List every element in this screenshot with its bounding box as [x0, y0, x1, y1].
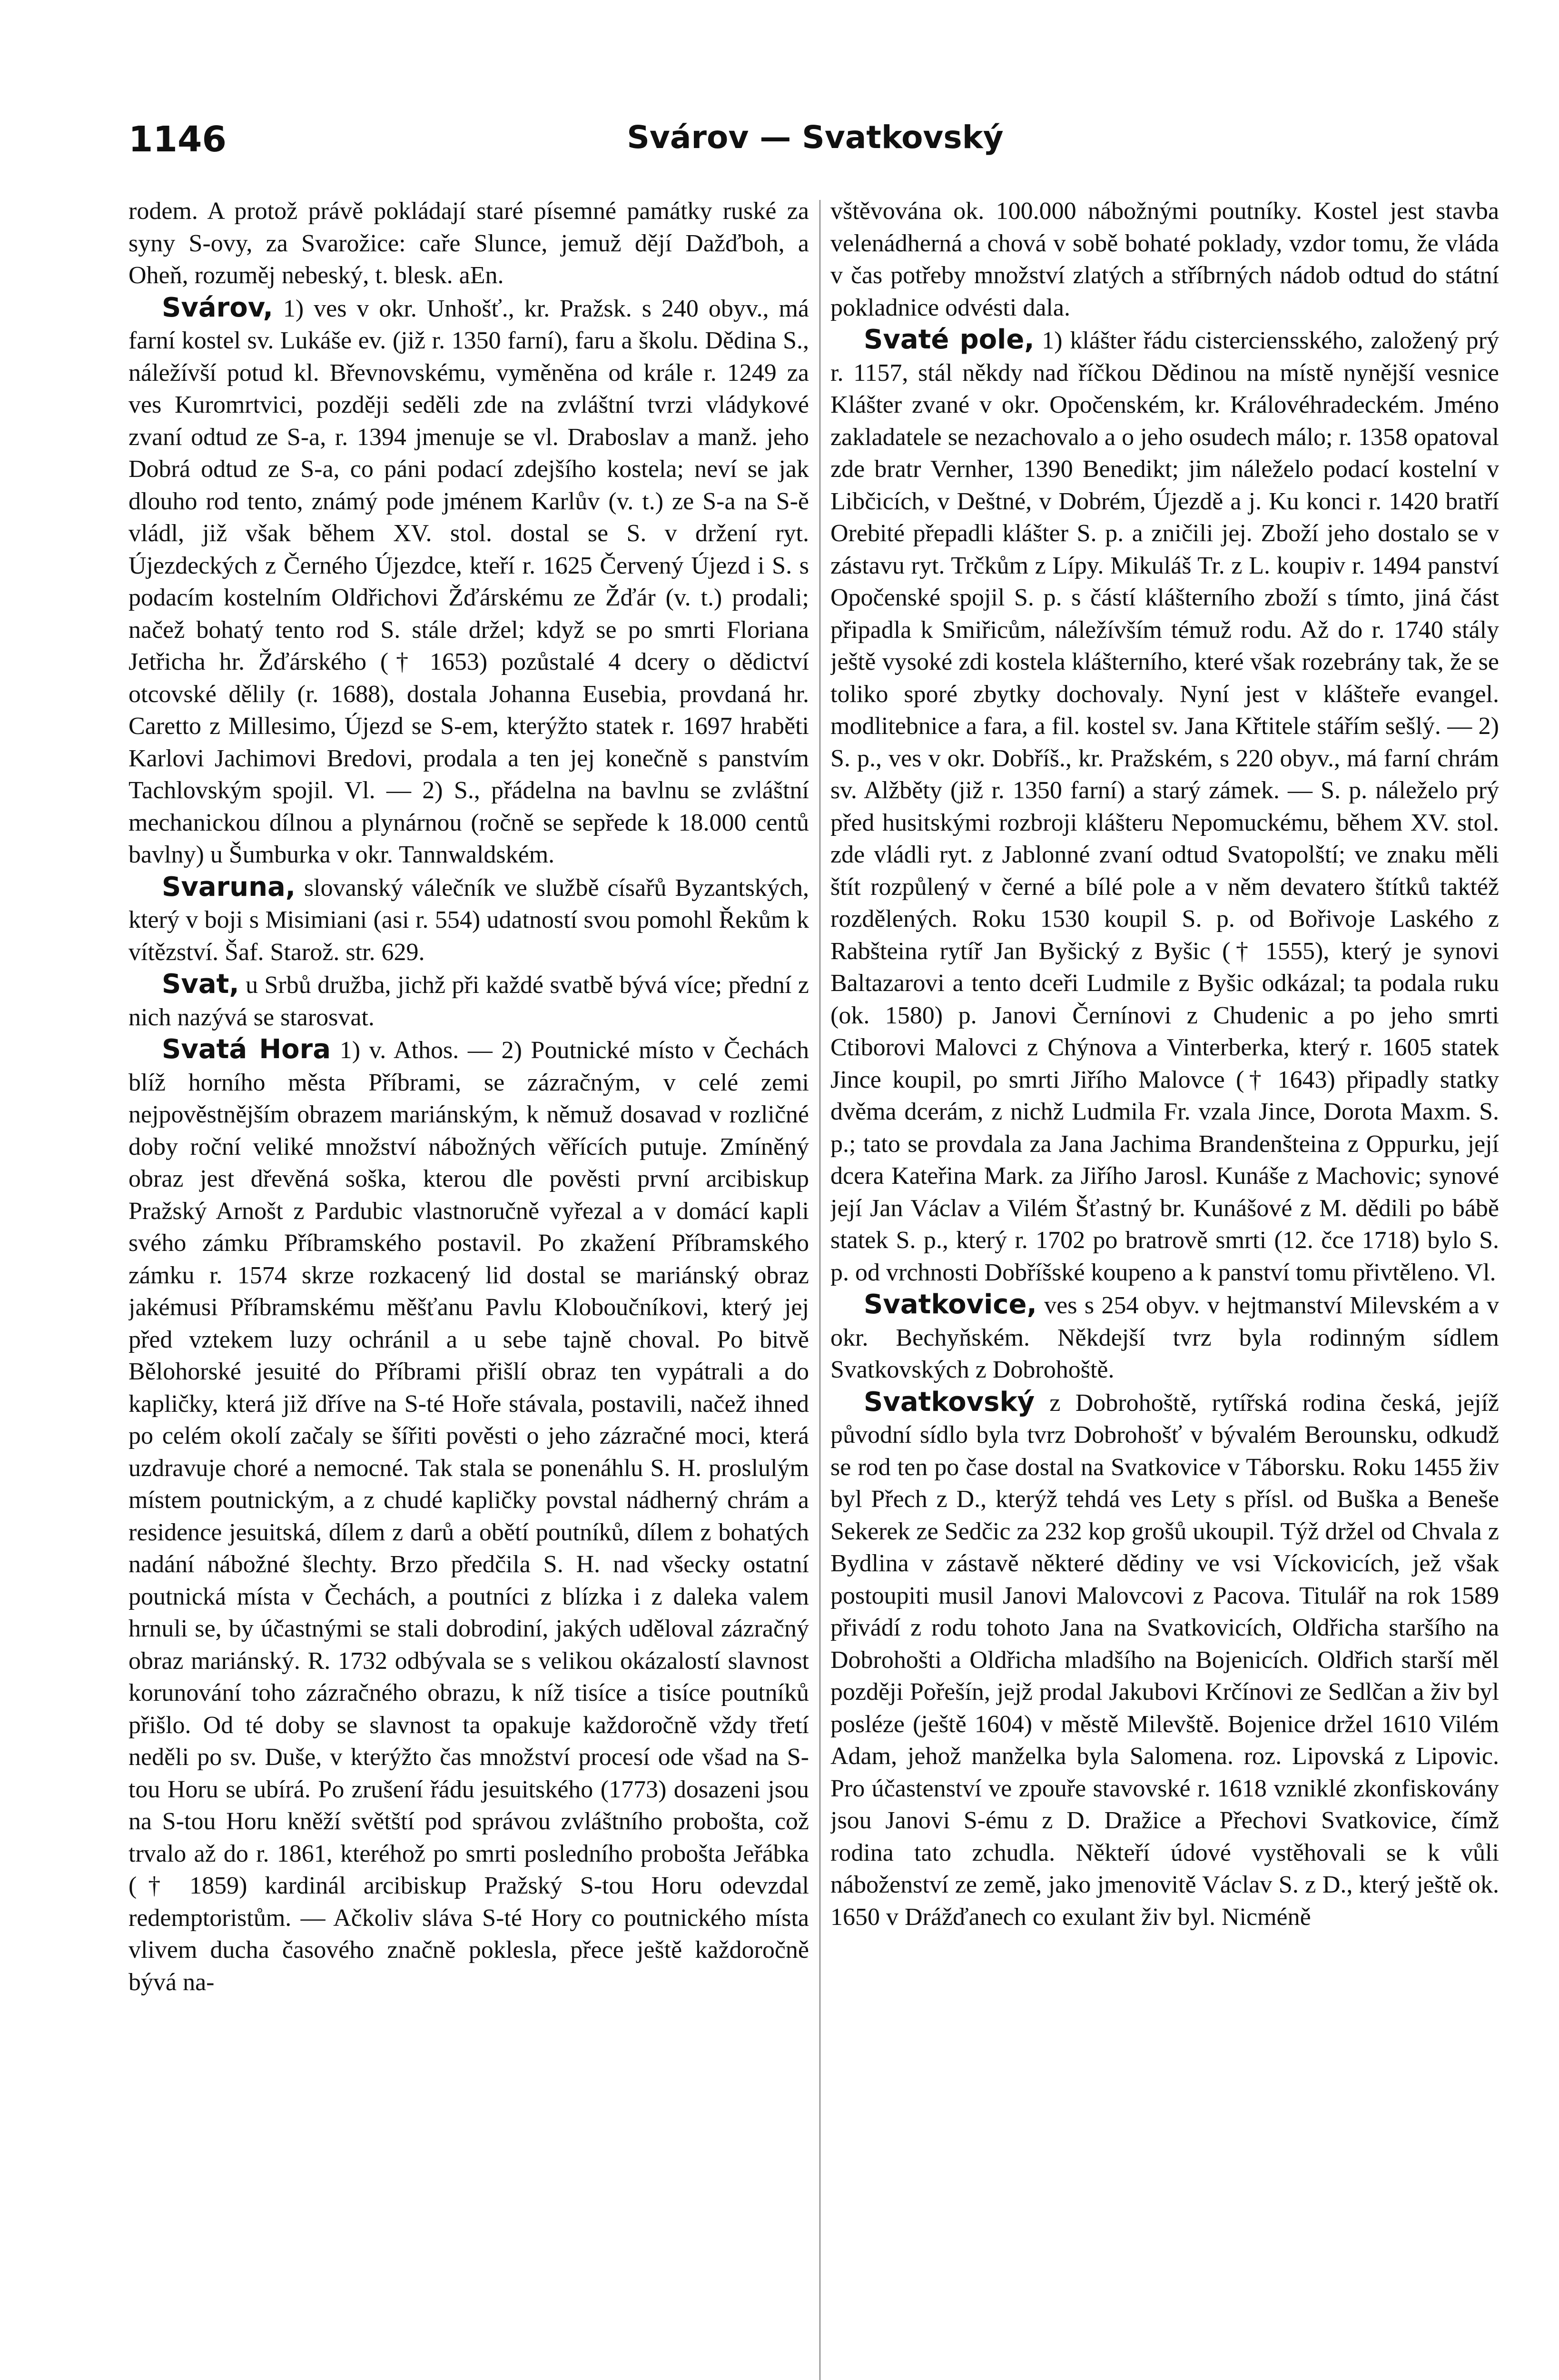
continued-text	[128, 195, 809, 292]
dictionary-entry	[128, 871, 809, 969]
dictionary-entry	[128, 1033, 809, 1998]
dictionary-entry	[830, 324, 1499, 1289]
entry-text: 1) klášter řádu cisterciensského, založený prý r. 1157, stál někdy nad říčkou Dědinou na místě nynější vesnice Klášter zvané v okr. Opočenském, kr. Královéhradeckém. Jméno zakladatele se nezachovalo a o jeho osudech málo; r. 1358 opatoval zde bratr Vernher, 1390 Benedikt; jim náleželo podací kostelní v Libčicích, v Deštné, v Dobrém, Újezdě a j. Ku konci r. 1420 bratří Orebité přepadli klášter S. p. a zničili jej. Zboží jeho dostalo se v zástavu ryt. Trčkům z Lípy. Mikuláš Tr. z L. koupiv r. 1494 panství Opočenské spojil S. p. s částí klášterního zboží s tímto, jiná část připadla k Smiřicům, náležívším témuž rodu. Až do r. 1740 stály ještě vysoké zdi kostela klášterního, které však rozebrány tak, že se toliko sporé zbytky dochovaly. Nyní jest v klášteře evangel. modlitebnice a fara, a fil. kostel sv. Jana Křtitele stářím sešlý. — 2) S. p., ves v okr. Dobříš., kr. Pražském, s 220 obyv., má farní chrám sv. Alžběty (již r. 1350 farní) a starý zámek. — S. p. náleželo prý před husitskými rozbroji klášteru Nepomuckému, během XV. stol. zde vládli ryt. z Jablonné zvaní odtud Svatopolští; ve znaku měli štít rozpůlený v černé a bílé pole a v něm devatero štítků taktéž rozdělených. Roku 1530 koupil S. p. od Bořivoje Laského z Rabšteina rytíř Jan Byšický z Byšic († 1555), který je synovi Baltazarovi a tento dceři Ludmile z Byšic odkázal; ta podala ruku (ok. 1580) p. Janovi Černínovi z Chudenic a po jeho smrti Ctiborovi Malovci z Chýnova a Vinterberka, který r. 1605 statek Jince koupil, po smrti Jiřího Malovce († 1643) připadly statky dvěma dcerám, z nichž Ludmila Fr. vzala Jince, Dorota Maxm. S. p.; tato se provdala za Jana Jachima Brandenšteina z Oppurku, její dcera Kateřina Mark. za Jiřího Jarosl. Kunáše z Machovic; synové její Jan Václav a Vilém Šťastný br. Kunášové z M. dědili po bábě statek S. p., který r. 1702 po bratrově smrti (12. čce 1718) bylo S. p. od vrchnosti Dobříšské koupeno a k panství tomu přivtěleno. Vl.	[830, 327, 1499, 1286]
running-title: Svárov — Svatkovský	[627, 119, 1004, 156]
entry-text: z Dobrohoště, rytířská rodina česká, jejíž původní sídlo byla tvrz Dobrohošť v bývalém Berounsku, odkudž se rod ten po čase dostal na Svatkovice v Táborsku. Roku 1455 živ byl Přech z D., kterýž tehdá ves Lety s přísl. od Buška a Beneše Sekerek ze Sedčic za 232 kop grošů ukoupil. Týž držel od Chvala z Bydlina v zástavě některé dědiny ve vsi Víckovicích, jež však postoupiti musil Janovi Malovcovi z Pacova. Titulář na rok 1589 přivádí z rodu tohoto Jana na Svatkovicích, Oldřicha staršího na Dobrohošti a Oldřicha mladšího na Bojenicích. Oldřich starší měl později Pořešín, jejž prodal Jakubovi Krčínovi ze Sedlčan a živ byl posléze (ještě 1604) v městě Milevště. Bojenice držel 1610 Vilém Adam, jehož manželka byla Salomena. roz. Lipovská z Lipovic. Pro účastenství ve zpouře stavovské r. 1618 vzniklé zkonfiskovány jsou Janovi S-ému z D. Dražice a Přechovi Svatkovice, čímž rodina tato zchudla. Někteří údové vystěhovali se k vůli náboženství ze země, jako jmenovitě Václav S. z D., který ještě ok. 1650 v Drážďanech co exulant živ byl. Nicméně	[830, 1389, 1499, 1931]
entry-headword: Svatá Hora	[162, 1034, 331, 1065]
entry-text: vštěvována ok. 100.000 nábožnými poutníky. Kostel jest stavba velenádherná a chová v sobě bohaté poklady, vzdor tomu, že vláda v čas potřeby množství zlatých a stříbrných nádob odtud do státní pokladnice odvésti dala.	[830, 198, 1499, 321]
dictionary-entry	[128, 292, 809, 871]
entry-headword: Svaté pole,	[864, 324, 1035, 355]
continued-text	[830, 195, 1499, 324]
entry-text: rodem. A protož právě pokládají staré písemné památky ruské za syny S-ovy, za Svarožice: caře Slunce, jemuž dějí Dažďboh, a Oheň, rozuměj nebeský, t. blesk. aEn.	[128, 198, 809, 289]
page-header	[128, 119, 1502, 171]
right-column	[830, 195, 1499, 2380]
entry-headword: Svatkovice,	[864, 1289, 1037, 1320]
page-number: 1146	[128, 119, 227, 160]
entry-headword: Svaruna,	[162, 871, 296, 902]
entry-headword: Svárov,	[162, 292, 273, 323]
entry-text: u Srbů družba, jichž při každé svatbě bývá více; přední z nich nazývá se starosvat.	[128, 972, 809, 1031]
dictionary-entry	[830, 1289, 1499, 1386]
dictionary-entry	[128, 968, 809, 1033]
left-column	[128, 195, 809, 2380]
entry-headword: Svat,	[162, 969, 239, 1000]
dictionary-entry	[830, 1386, 1499, 1934]
entry-headword: Svatkovský	[864, 1386, 1035, 1418]
column-divider	[819, 200, 820, 2380]
entry-text: 1) v. Athos. — 2) Poutnické místo v Čechách blíž horního města Příbrami, se zázračným, v celé zemi nejpověstnějším obrazem mariánským, k němuž dosavad v rozličné doby roční veliké množství nábožných věřících putuje. Zmíněný obraz jest dřevěná soška, kterou dle pověsti první arcibiskup Pražský Arnošt z Pardubic vlastnoručně vyřezal a v domácí kapli svého zámku Příbramského postavil. Po zkažení Příbramského zámku r. 1574 skrze rozkacený lid dostal se mariánský obraz jakémusi Příbramskému měšťanu Pavlu Kloboučníkovi, který jej před vztekem luzy ochránil a u sebe tajně choval. Po bitvě Bělohorské jesuité do Příbrami přišlí obraz ten vypátrali a do kapličky, která již dříve na S-té Hoře stávala, postavili, načež ihned po celém okolí začaly se šířiti pověsti o jeho zázračné moci, která uzdravuje choré a nemocné. Tak stala se ponenáhlu S. H. proslulým místem poutnickým, a z chudé kapličky povstal nádherný chrám a residence jesuitská, dílem z darů a obětí poutníků, dílem z bohatých nadání nábožné šlechty. Brzo předčila S. H. nad všecky ostatní poutnická místa v Čechách, a poutníci z blízka i z daleka valem hrnuli se, by účastnými se stali dobrodiní, jakých uděloval zázračný obraz mariánský. R. 1732 odbývala se s velikou okázalostí slavnost korunování toho zázračného obrazu, k níž tisíce a tisíce poutníků přišlo. Od té doby se slavnost ta opakuje každoročně vždy třetí neděli po sv. Duše, v kterýžto čas množství procesí ode všad na S-tou Horu se ubírá. Po zrušení řádu jesuitského (1773) dosazeni jsou na S-tou Horu kněží světští pod správou zvláštního probošta, což trvalo až do r. 1861, kteréhož po smrti posledního probošta Jeřábka († 1859) kardinál arcibiskup Pražský S-tou Horu odevzdal redemptoristům. — Ačkoliv sláva S-té Hory co poutnického místa vlivem ducha časového značně poklesla, přece ještě každoročně bývá na-	[128, 1037, 809, 1996]
entry-text: slovanský válečník ve službě císařů Byzantských, který v boji s Misimiani (asi r. 554) udatností svou pomohl Řekům k vítězství. Šaf. Starož. str. 629.	[128, 874, 809, 966]
entry-text: ves s 254 obyv. v hejtmanství Milevském a v okr. Bechyňském. Někdejší tvrz byla rodinným sídlem Svatkovských z Dobrohoště.	[830, 1292, 1499, 1383]
entry-text: 1) ves v okr. Unhošť., kr. Pražsk. s 240 obyv., má farní kostel sv. Lukáše ev. (již r. 1350 farní), faru a školu. Dědina S., náležívší potud kl. Břevnovskému, vyměněna od krále r. 1249 za ves Kuromrtvici, později seděli zde na zvláštní tvrzi vládykové zvaní odtud ze S-a, r. 1394 jmenuje se vl. Draboslav a manž. jeho Dobrá odtud ze S-a, co páni podací zdejšího kostela; neví se jak dlouho rod tento, známý pode jménem Karlův (v. t.) ze S-a na S-ě vládl, již však během XV. stol. dostal se S. v držení ryt. Újezdeckých z Černého Újezdce, kteří r. 1625 Červený Újezd i S. s podacím kostelním Oldřichovi Žďárskému ze Žďár (v. t.) prodali; načež bohatý tento rod S. stále držel; když se po smrti Floriana Jetřicha hr. Žďárského († 1653) pozůstalé 4 dcery o dědictví otcovské dělily (r. 1688), dostala Johanna Eusebia, provdaná hr. Caretto z Millesimo, Újezd se S-em, kterýžto statek r. 1697 hraběti Karlovi Jachimovi Bredovi, prodala a ten jej konečně s panstvím Tachlovským spojil. Vl. — 2) S., přádelna na bavlnu se zvláštní mechanickou dílnou a plynárnou (ročně se sepřede k 18.000 centů bavlny) u Šumburka v okr. Tannwaldském.	[128, 295, 809, 868]
